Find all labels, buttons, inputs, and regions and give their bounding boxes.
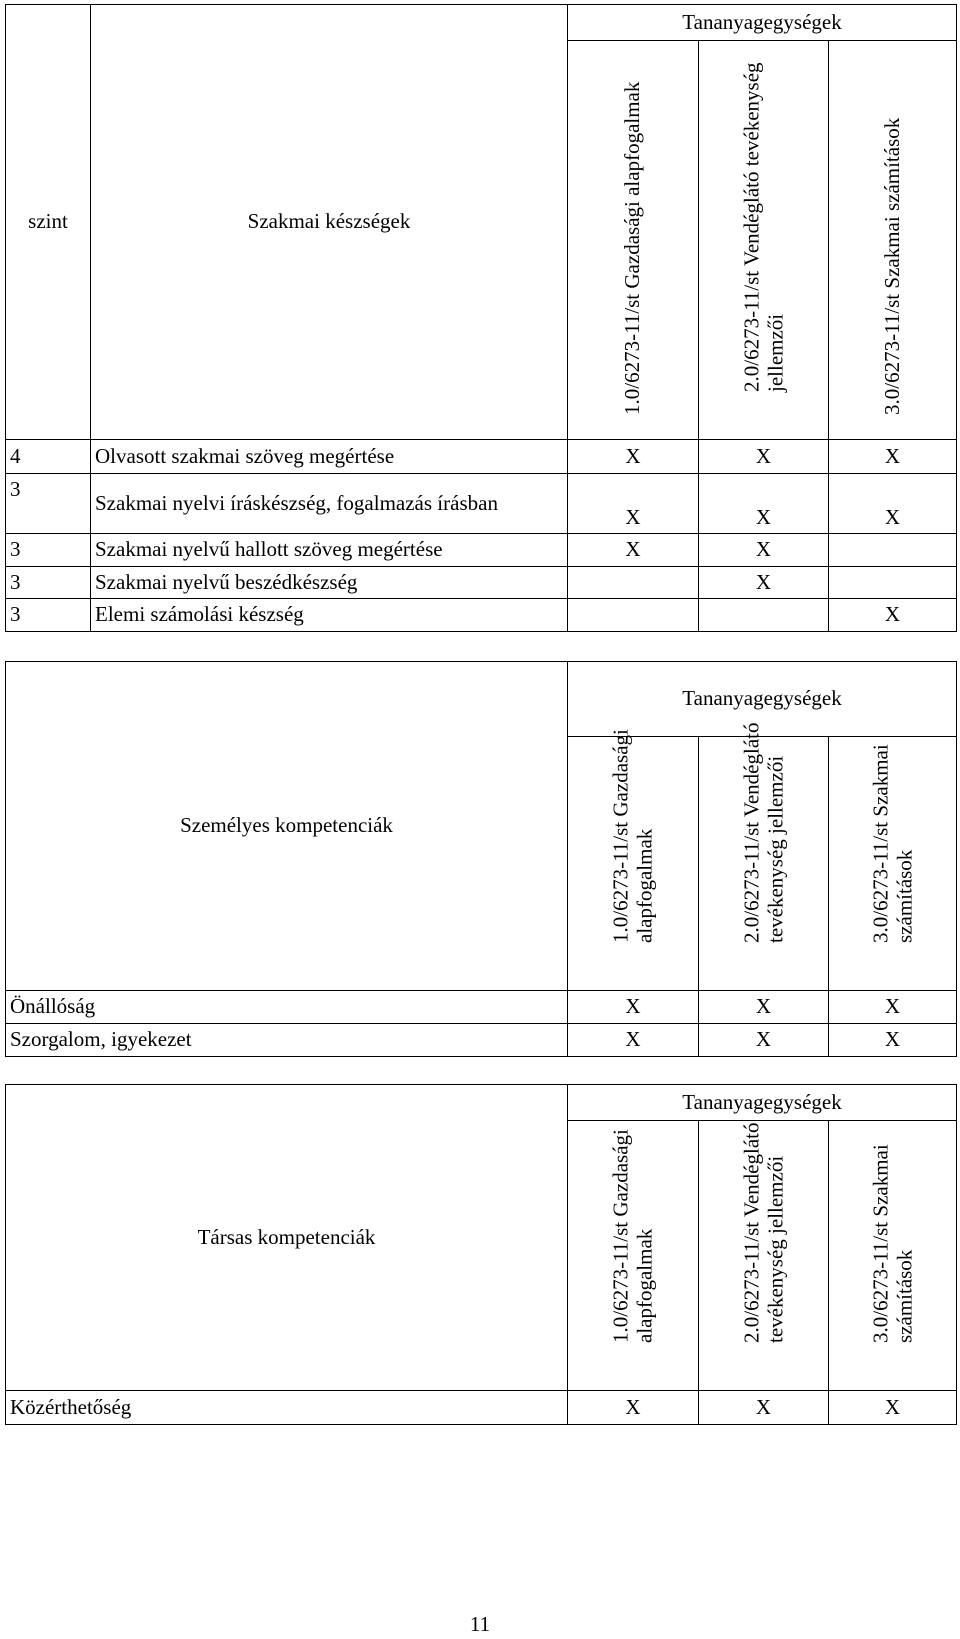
personal-competencies-table xyxy=(5,661,957,1057)
mark-cell: X xyxy=(829,599,957,632)
unit-header-3: 3.0/6273-11/st Szakmai számítások xyxy=(829,41,957,440)
mark-cell: X xyxy=(568,1024,699,1057)
mark-cell: X xyxy=(699,567,829,599)
unit-header-1: 1.0/6273-11/st Gazdasági alapfogalmak xyxy=(568,1121,699,1391)
unit-header-2: 2.0/6273-11/st Vendéglátó tevékenység jellemzői xyxy=(699,41,829,440)
mark-cell: X xyxy=(699,1024,829,1057)
social-competencies-header: Társas kompetenciák xyxy=(6,1085,568,1391)
mark-cell: X xyxy=(829,474,957,534)
level-cell: 3 xyxy=(6,474,91,534)
competence-cell: Szorgalom, igyekezet xyxy=(6,1024,568,1057)
mark-cell: X xyxy=(568,534,699,567)
skill-cell: Szakmai nyelvű hallott szöveg megértése xyxy=(91,534,568,567)
mark-cell: X xyxy=(699,1391,829,1425)
skills-header: Szakmai készségek xyxy=(91,5,568,440)
table-row xyxy=(6,1024,957,1057)
table-row xyxy=(6,599,957,632)
units-group-header: Tananyagegységek xyxy=(568,662,957,737)
competence-cell: Közérthetőség xyxy=(6,1391,568,1425)
level-header: szint xyxy=(6,5,91,440)
mark-cell: X xyxy=(699,534,829,567)
personal-competencies-header: Személyes kompetenciák xyxy=(6,662,568,991)
unit-header-3: 3.0/6273-11/st Szakmai számítások xyxy=(829,737,957,991)
page-number: 11 xyxy=(469,1612,491,1636)
units-group-header: Tananyagegységek xyxy=(568,5,957,41)
unit-header-3: 3.0/6273-11/st Szakmai számítások xyxy=(829,1121,957,1391)
skills-table xyxy=(5,4,957,632)
mark-cell: X xyxy=(829,440,957,474)
mark-cell: X xyxy=(568,440,699,474)
units-group-header: Tananyagegységek xyxy=(568,1085,957,1121)
mark-cell xyxy=(568,599,699,632)
competence-cell: Önállóság xyxy=(6,991,568,1024)
table-row xyxy=(6,474,957,534)
table-row xyxy=(6,1391,957,1425)
mark-cell xyxy=(829,567,957,599)
mark-cell: X xyxy=(699,474,829,534)
level-cell: 4 xyxy=(6,440,91,474)
skill-cell: Szakmai nyelvi íráskészség, fogalmazás írásban xyxy=(91,474,568,534)
mark-cell xyxy=(699,599,829,632)
mark-cell xyxy=(568,567,699,599)
mark-cell: X xyxy=(699,991,829,1024)
unit-header-1: 1.0/6273-11/st Gazdasági alapfogalmak xyxy=(568,737,699,991)
mark-cell: X xyxy=(568,474,699,534)
table-row xyxy=(6,991,957,1024)
table-row xyxy=(6,534,957,567)
skill-cell: Elemi számolási készség xyxy=(91,599,568,632)
skill-cell: Olvasott szakmai szöveg megértése xyxy=(91,440,568,474)
mark-cell: X xyxy=(829,1391,957,1425)
mark-cell: X xyxy=(568,1391,699,1425)
mark-cell xyxy=(829,534,957,567)
unit-header-2: 2.0/6273-11/st Vendéglátó tevékenység jellemzői xyxy=(699,1121,829,1391)
mark-cell: X xyxy=(829,991,957,1024)
social-competencies-table xyxy=(5,1084,957,1425)
unit-header-1: 1.0/6273-11/st Gazdasági alapfogalmak xyxy=(568,41,699,440)
level-cell: 3 xyxy=(6,567,91,599)
level-cell: 3 xyxy=(6,534,91,567)
level-cell: 3 xyxy=(6,599,91,632)
mark-cell: X xyxy=(699,440,829,474)
table-row xyxy=(6,567,957,599)
mark-cell: X xyxy=(568,991,699,1024)
table-row xyxy=(6,440,957,474)
unit-header-2: 2.0/6273-11/st Vendéglátó tevékenység jellemzői xyxy=(699,737,829,991)
skill-cell: Szakmai nyelvű beszédkészség xyxy=(91,567,568,599)
mark-cell: X xyxy=(829,1024,957,1057)
